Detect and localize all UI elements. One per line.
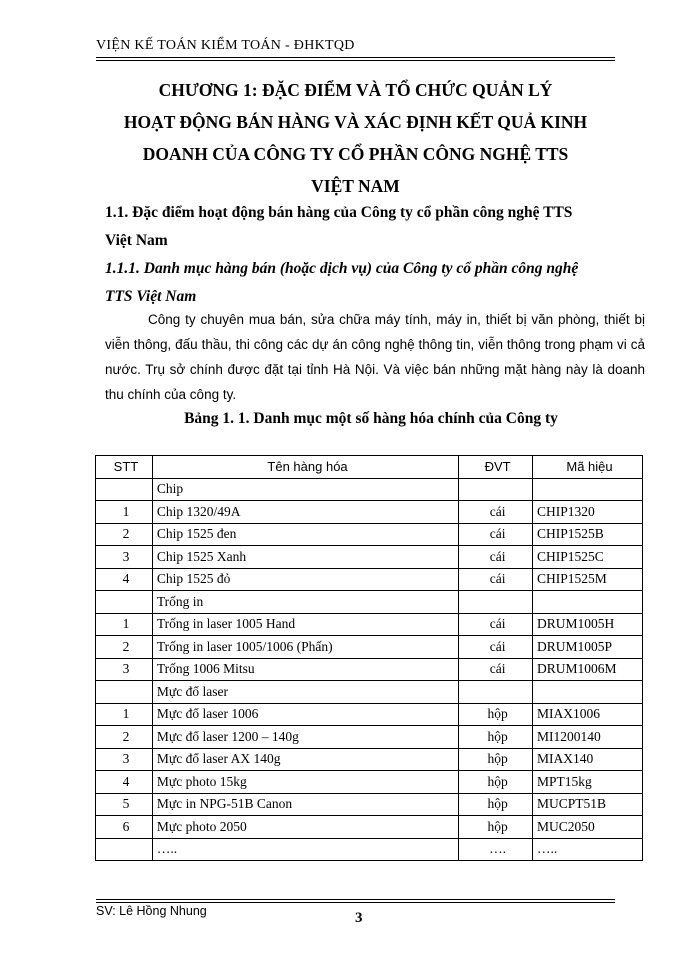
table-row [96, 501, 643, 524]
cell-name: Chip 1525 đỏ [152, 568, 458, 591]
page-number: 3 [355, 910, 363, 926]
table-row [96, 546, 643, 569]
ellipsis-row [96, 838, 643, 861]
header-unit: ĐVT [459, 456, 533, 479]
cell-unit: hộp [459, 748, 533, 771]
subsection-heading-line: 1.1.1. Danh mục hàng bán (hoặc dịch vụ) của Công ty cổ phần công nghệ [105, 260, 579, 277]
header-rule [96, 57, 615, 58]
footer-student-name: SV: Lê Hồng Nhung [96, 904, 207, 918]
cell-name: Mực photo 2050 [152, 816, 458, 839]
table-row [96, 703, 643, 726]
cell-name: Chip 1525 đen [152, 523, 458, 546]
cell-unit: hộp [459, 703, 533, 726]
table-row [96, 523, 643, 546]
cell-stt: 1 [96, 613, 153, 636]
cell-name: Chip 1525 Xanh [152, 546, 458, 569]
cell-stt: 3 [96, 658, 153, 681]
cell-stt: 4 [96, 771, 153, 794]
cell-name: Mực đổ laser 1200 – 140g [152, 726, 458, 749]
group-row [96, 591, 643, 614]
table-row [96, 793, 643, 816]
cell-unit: cái [459, 568, 533, 591]
table-row [96, 771, 643, 794]
cell-unit: cái [459, 658, 533, 681]
goods-table [95, 455, 643, 861]
section-heading [105, 199, 645, 255]
cell-name: Mực in NPG-51B Canon [152, 793, 458, 816]
footer-rule-2 [96, 902, 615, 903]
cell-stt: 4 [96, 568, 153, 591]
running-header: VIỆN KẾ TOÁN KIỂM TOÁN - ĐHKTQD [96, 38, 355, 53]
cell-unit: hộp [459, 793, 533, 816]
table-row [96, 748, 643, 771]
cell-stt: 5 [96, 793, 153, 816]
chapter-title-line: HOẠT ĐỘNG BÁN HÀNG VÀ XÁC ĐỊNH KẾT QUẢ KINH [123, 112, 588, 132]
cell-stt: 1 [96, 703, 153, 726]
cell-code: MPT15kg [533, 771, 643, 794]
cell-code: DRUM1006M [533, 658, 643, 681]
cell-stt: 2 [96, 636, 153, 659]
group-title: Mực đổ laser [152, 681, 458, 704]
section-heading-line: 1.1. Đặc điểm hoạt động bán hàng của Công ty cổ phần công nghệ TTS [105, 204, 573, 221]
cell-name: Mực đổ laser AX 140g [152, 748, 458, 771]
cell-unit: cái [459, 523, 533, 546]
body-paragraph: Công ty chuyên mua bán, sửa chữa máy tính, máy in, thiết bị văn phòng, thiết bị viễn thông, đấu thầu, thi công các dự án công nghệ thông tin, viễn thông trong phạm vi cả nước. Trụ sở chính được đặt tại tỉnh Hà Nội. Và việc bán những mặt hàng này là doanh thu chính của công ty. [105, 312, 645, 402]
cell-code: ….. [533, 838, 643, 861]
cell-unit: cái [459, 501, 533, 524]
header-stt: STT [96, 456, 153, 479]
cell-code: MI1200140 [533, 726, 643, 749]
table-row [96, 613, 643, 636]
cell-stt: 1 [96, 501, 153, 524]
cell-name: Trống in laser 1005 Hand [152, 613, 458, 636]
cell-code: DRUM1005H [533, 613, 643, 636]
table-header-row [96, 456, 643, 479]
table-row [96, 636, 643, 659]
group-title: Trống in [152, 591, 458, 614]
cell-code: MIAX1006 [533, 703, 643, 726]
header-name: Tên hàng hóa [152, 456, 458, 479]
cell-name: Trống in laser 1005/1006 (Phấn) [152, 636, 458, 659]
cell-stt: 3 [96, 546, 153, 569]
header-rule-2 [96, 60, 615, 61]
cell-name: Mực photo 15kg [152, 771, 458, 794]
chapter-title-line: DOANH CỦA CÔNG TY CỔ PHẦN CÔNG NGHỆ TTS [142, 144, 569, 164]
chapter-title-line: CHƯƠNG 1: ĐẶC ĐIỂM VÀ TỔ CHỨC QUẢN LÝ [158, 80, 553, 100]
cell-code: CHIP1525C [533, 546, 643, 569]
cell-code: CHIP1320 [533, 501, 643, 524]
table-row [96, 816, 643, 839]
cell-code: DRUM1005P [533, 636, 643, 659]
cell-name: ….. [152, 838, 458, 861]
group-row [96, 681, 643, 704]
cell-unit: cái [459, 546, 533, 569]
group-title: Chip [152, 478, 458, 501]
chapter-title-line: VIỆT NAM [311, 176, 400, 196]
cell-name: Mực đổ laser 1006 [152, 703, 458, 726]
subsection-heading [105, 255, 645, 311]
section-heading-line: Việt Nam [105, 232, 168, 249]
cell-name: Trống 1006 Mitsu [152, 658, 458, 681]
header-code: Mã hiệu [533, 456, 643, 479]
cell-stt: 3 [96, 748, 153, 771]
cell-stt: 2 [96, 523, 153, 546]
chapter-title [96, 74, 615, 202]
cell-stt: 2 [96, 726, 153, 749]
cell-unit: cái [459, 613, 533, 636]
cell-code: MIAX140 [533, 748, 643, 771]
cell-code: CHIP1525M [533, 568, 643, 591]
table-caption: Bảng 1. 1. Danh mục một số hàng hóa chính của Công ty [184, 410, 558, 427]
table-row [96, 568, 643, 591]
group-row [96, 478, 643, 501]
cell-unit: hộp [459, 726, 533, 749]
table-row [96, 726, 643, 749]
cell-unit: …. [459, 838, 533, 861]
cell-name: Chip 1320/49A [152, 501, 458, 524]
subsection-heading-line: TTS Việt Nam [105, 288, 197, 305]
cell-unit: hộp [459, 771, 533, 794]
cell-code: MUC2050 [533, 816, 643, 839]
cell-stt: 6 [96, 816, 153, 839]
table-row [96, 658, 643, 681]
cell-unit: cái [459, 636, 533, 659]
cell-code: CHIP1525B [533, 523, 643, 546]
footer-rule [96, 899, 615, 900]
cell-unit: hộp [459, 816, 533, 839]
cell-code: MUCPT51B [533, 793, 643, 816]
